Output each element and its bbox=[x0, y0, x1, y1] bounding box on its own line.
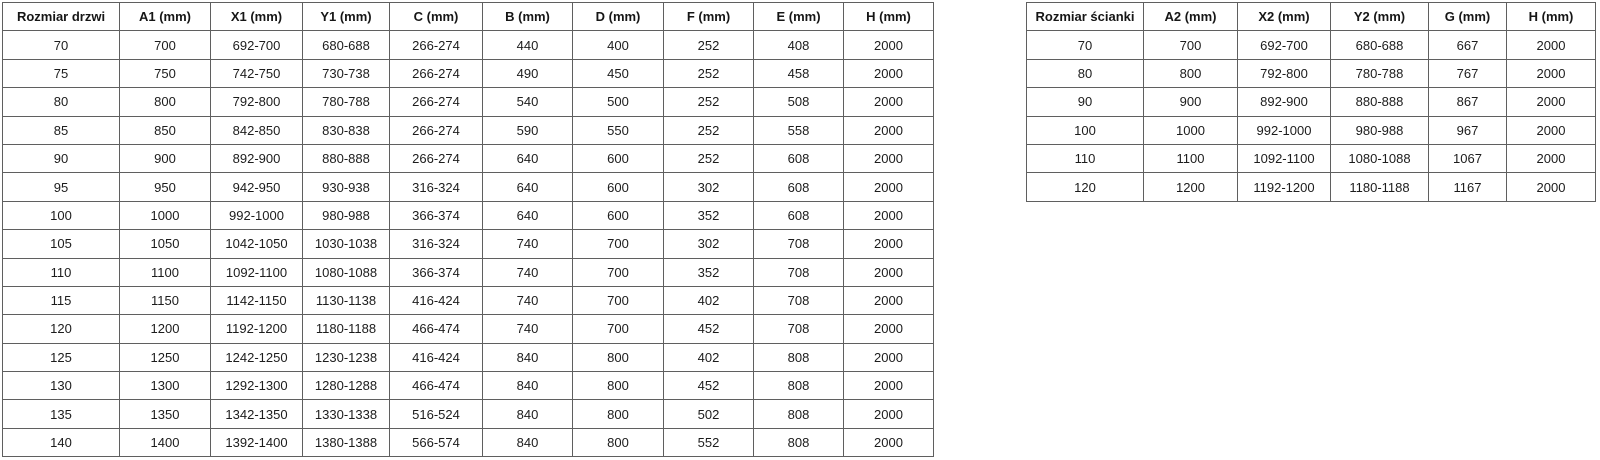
table-cell: 70 bbox=[3, 31, 120, 59]
table-cell: 980-988 bbox=[1331, 116, 1429, 144]
table-cell: 967 bbox=[1429, 116, 1507, 144]
table-row bbox=[1027, 59, 1596, 87]
table-cell: 608 bbox=[754, 144, 844, 172]
table-cell: 2000 bbox=[844, 144, 934, 172]
column-header: E (mm) bbox=[754, 3, 844, 31]
column-header: X2 (mm) bbox=[1238, 3, 1331, 31]
table-row bbox=[3, 201, 934, 229]
header-row bbox=[3, 3, 934, 31]
table-cell: 2000 bbox=[1507, 59, 1596, 87]
table-cell: 80 bbox=[1027, 59, 1144, 87]
table-cell: 1392-1400 bbox=[211, 428, 303, 456]
table-cell: 408 bbox=[754, 31, 844, 59]
table-cell: 266-274 bbox=[390, 31, 483, 59]
table-cell: 120 bbox=[1027, 173, 1144, 201]
table-cell: 1250 bbox=[120, 343, 211, 371]
table-cell: 352 bbox=[664, 258, 754, 286]
table-row bbox=[3, 144, 934, 172]
column-header: Rozmiar drzwi bbox=[3, 3, 120, 31]
table-cell: 266-274 bbox=[390, 116, 483, 144]
table-cell: 2000 bbox=[844, 286, 934, 314]
table-cell: 667 bbox=[1429, 31, 1507, 59]
table-row bbox=[3, 428, 934, 456]
table-cell: 700 bbox=[1144, 31, 1238, 59]
table-cell: 566-574 bbox=[390, 428, 483, 456]
table-cell: 2000 bbox=[844, 230, 934, 258]
table-cell: 2000 bbox=[1507, 116, 1596, 144]
table-row bbox=[1027, 31, 1596, 59]
table-cell: 880-888 bbox=[1331, 88, 1429, 116]
table-cell: 1280-1288 bbox=[303, 372, 390, 400]
table-cell: 1300 bbox=[120, 372, 211, 400]
table-cell: 550 bbox=[573, 116, 664, 144]
table-cell: 1092-1100 bbox=[211, 258, 303, 286]
table-cell: 808 bbox=[754, 400, 844, 428]
table-cell: 452 bbox=[664, 315, 754, 343]
table-cell: 2000 bbox=[844, 258, 934, 286]
table-cell: 850 bbox=[120, 116, 211, 144]
table-cell: 780-788 bbox=[303, 88, 390, 116]
table-cell: 780-788 bbox=[1331, 59, 1429, 87]
table-cell: 552 bbox=[664, 428, 754, 456]
table-cell: 80 bbox=[3, 88, 120, 116]
table-cell: 808 bbox=[754, 343, 844, 371]
table-cell: 302 bbox=[664, 173, 754, 201]
table-cell: 95 bbox=[3, 173, 120, 201]
table-cell: 767 bbox=[1429, 59, 1507, 87]
table-row bbox=[1027, 116, 1596, 144]
table-cell: 540 bbox=[483, 88, 573, 116]
table-cell: 100 bbox=[3, 201, 120, 229]
table-cell: 800 bbox=[573, 343, 664, 371]
table-cell: 740 bbox=[483, 258, 573, 286]
table-row bbox=[3, 315, 934, 343]
table-cell: 135 bbox=[3, 400, 120, 428]
table-cell: 700 bbox=[573, 286, 664, 314]
table-cell: 90 bbox=[1027, 88, 1144, 116]
table-row bbox=[3, 88, 934, 116]
table-cell: 458 bbox=[754, 59, 844, 87]
table-cell: 950 bbox=[120, 173, 211, 201]
table-cell: 1142-1150 bbox=[211, 286, 303, 314]
table-cell: 800 bbox=[120, 88, 211, 116]
table-cell: 640 bbox=[483, 201, 573, 229]
table-cell: 452 bbox=[664, 372, 754, 400]
table-cell: 708 bbox=[754, 230, 844, 258]
table-cell: 842-850 bbox=[211, 116, 303, 144]
table-cell: 402 bbox=[664, 343, 754, 371]
table-cell: 2000 bbox=[844, 31, 934, 59]
table-cell: 867 bbox=[1429, 88, 1507, 116]
table-cell: 366-374 bbox=[390, 201, 483, 229]
table-cell: 700 bbox=[120, 31, 211, 59]
table-cell: 2000 bbox=[844, 59, 934, 87]
table-cell: 1067 bbox=[1429, 144, 1507, 172]
column-header: F (mm) bbox=[664, 3, 754, 31]
table-row bbox=[1027, 173, 1596, 201]
table-cell: 740 bbox=[483, 315, 573, 343]
table-cell: 140 bbox=[3, 428, 120, 456]
table-cell: 490 bbox=[483, 59, 573, 87]
table-cell: 502 bbox=[664, 400, 754, 428]
table-cell: 1180-1188 bbox=[303, 315, 390, 343]
table-row bbox=[3, 173, 934, 201]
table-cell: 800 bbox=[573, 428, 664, 456]
table-cell: 440 bbox=[483, 31, 573, 59]
table-cell: 2000 bbox=[1507, 88, 1596, 116]
table-cell: 75 bbox=[3, 59, 120, 87]
table-cell: 302 bbox=[664, 230, 754, 258]
table-cell: 1092-1100 bbox=[1238, 144, 1331, 172]
table-cell: 808 bbox=[754, 372, 844, 400]
table-cell: 558 bbox=[754, 116, 844, 144]
column-header: B (mm) bbox=[483, 3, 573, 31]
table-cell: 1100 bbox=[1144, 144, 1238, 172]
table-cell: 1192-1200 bbox=[1238, 173, 1331, 201]
column-header: G (mm) bbox=[1429, 3, 1507, 31]
table-cell: 1030-1038 bbox=[303, 230, 390, 258]
table-row bbox=[3, 400, 934, 428]
table-cell: 1150 bbox=[120, 286, 211, 314]
table-cell: 708 bbox=[754, 315, 844, 343]
table-cell: 1080-1088 bbox=[303, 258, 390, 286]
table-cell: 1400 bbox=[120, 428, 211, 456]
table-cell: 708 bbox=[754, 286, 844, 314]
table-row bbox=[3, 116, 934, 144]
table-cell: 1200 bbox=[1144, 173, 1238, 201]
table-cell: 500 bbox=[573, 88, 664, 116]
table-cell: 680-688 bbox=[1331, 31, 1429, 59]
table-cell: 880-888 bbox=[303, 144, 390, 172]
table-cell: 252 bbox=[664, 116, 754, 144]
table-cell: 2000 bbox=[844, 428, 934, 456]
table-cell: 608 bbox=[754, 173, 844, 201]
table-cell: 740 bbox=[483, 286, 573, 314]
table-cell: 700 bbox=[573, 230, 664, 258]
table-cell: 1130-1138 bbox=[303, 286, 390, 314]
table-cell: 1200 bbox=[120, 315, 211, 343]
table-cell: 125 bbox=[3, 343, 120, 371]
table-cell: 892-900 bbox=[1238, 88, 1331, 116]
table-cell: 466-474 bbox=[390, 372, 483, 400]
table-cell: 400 bbox=[573, 31, 664, 59]
table-cell: 110 bbox=[3, 258, 120, 286]
table-cell: 2000 bbox=[1507, 144, 1596, 172]
table-row bbox=[1027, 144, 1596, 172]
table-cell: 600 bbox=[573, 201, 664, 229]
header-row bbox=[1027, 3, 1596, 31]
table-cell: 1230-1238 bbox=[303, 343, 390, 371]
table-row bbox=[3, 230, 934, 258]
table-cell: 252 bbox=[664, 31, 754, 59]
table-cell: 2000 bbox=[844, 201, 934, 229]
table-cell: 352 bbox=[664, 201, 754, 229]
table-row bbox=[3, 258, 934, 286]
table-cell: 1167 bbox=[1429, 173, 1507, 201]
table-cell: 1242-1250 bbox=[211, 343, 303, 371]
table-cell: 840 bbox=[483, 343, 573, 371]
table-cell: 942-950 bbox=[211, 173, 303, 201]
table-cell: 266-274 bbox=[390, 144, 483, 172]
table-cell: 892-900 bbox=[211, 144, 303, 172]
column-header: Rozmiar ścianki bbox=[1027, 3, 1144, 31]
table-row bbox=[3, 372, 934, 400]
table-cell: 130 bbox=[3, 372, 120, 400]
table-cell: 252 bbox=[664, 59, 754, 87]
table-cell: 2000 bbox=[1507, 173, 1596, 201]
table-row bbox=[3, 59, 934, 87]
table-row bbox=[1027, 88, 1596, 116]
table-cell: 808 bbox=[754, 428, 844, 456]
table-cell: 742-750 bbox=[211, 59, 303, 87]
table-cell: 70 bbox=[1027, 31, 1144, 59]
table-cell: 450 bbox=[573, 59, 664, 87]
table-cell: 316-324 bbox=[390, 173, 483, 201]
table-cell: 2000 bbox=[1507, 31, 1596, 59]
table-cell: 120 bbox=[3, 315, 120, 343]
table-cell: 85 bbox=[3, 116, 120, 144]
table-cell: 608 bbox=[754, 201, 844, 229]
column-header: C (mm) bbox=[390, 3, 483, 31]
table-cell: 680-688 bbox=[303, 31, 390, 59]
table-cell: 840 bbox=[483, 372, 573, 400]
column-header: H (mm) bbox=[1507, 3, 1596, 31]
table-cell: 992-1000 bbox=[211, 201, 303, 229]
table-cell: 2000 bbox=[844, 400, 934, 428]
table-cell: 692-700 bbox=[211, 31, 303, 59]
table-cell: 466-474 bbox=[390, 315, 483, 343]
table-cell: 90 bbox=[3, 144, 120, 172]
table-cell: 2000 bbox=[844, 88, 934, 116]
column-header: A1 (mm) bbox=[120, 3, 211, 31]
table-cell: 692-700 bbox=[1238, 31, 1331, 59]
table-cell: 252 bbox=[664, 144, 754, 172]
column-header: A2 (mm) bbox=[1144, 3, 1238, 31]
wall-panel-sizes-table bbox=[1026, 2, 1596, 202]
table-cell: 800 bbox=[573, 400, 664, 428]
table-cell: 1050 bbox=[120, 230, 211, 258]
table-cell: 266-274 bbox=[390, 88, 483, 116]
table-cell: 1342-1350 bbox=[211, 400, 303, 428]
table-cell: 508 bbox=[754, 88, 844, 116]
door-sizes-table bbox=[2, 2, 934, 457]
table-cell: 1042-1050 bbox=[211, 230, 303, 258]
table-cell: 1380-1388 bbox=[303, 428, 390, 456]
table-cell: 840 bbox=[483, 400, 573, 428]
table-cell: 992-1000 bbox=[1238, 116, 1331, 144]
table-cell: 516-524 bbox=[390, 400, 483, 428]
table-cell: 708 bbox=[754, 258, 844, 286]
table-cell: 1100 bbox=[120, 258, 211, 286]
table-cell: 740 bbox=[483, 230, 573, 258]
column-header: Y2 (mm) bbox=[1331, 3, 1429, 31]
column-header: D (mm) bbox=[573, 3, 664, 31]
table-cell: 416-424 bbox=[390, 286, 483, 314]
table-cell: 840 bbox=[483, 428, 573, 456]
table-cell: 366-374 bbox=[390, 258, 483, 286]
table-cell: 792-800 bbox=[211, 88, 303, 116]
table-cell: 600 bbox=[573, 144, 664, 172]
table-cell: 266-274 bbox=[390, 59, 483, 87]
table-cell: 830-838 bbox=[303, 116, 390, 144]
table-cell: 900 bbox=[1144, 88, 1238, 116]
table-cell: 316-324 bbox=[390, 230, 483, 258]
table-cell: 115 bbox=[3, 286, 120, 314]
table-cell: 252 bbox=[664, 88, 754, 116]
table-cell: 2000 bbox=[844, 343, 934, 371]
table-cell: 105 bbox=[3, 230, 120, 258]
table-cell: 2000 bbox=[844, 372, 934, 400]
table-cell: 1000 bbox=[120, 201, 211, 229]
table-cell: 980-988 bbox=[303, 201, 390, 229]
table-row bbox=[3, 343, 934, 371]
column-header: H (mm) bbox=[844, 3, 934, 31]
table-cell: 1080-1088 bbox=[1331, 144, 1429, 172]
table-cell: 2000 bbox=[844, 173, 934, 201]
table-row bbox=[3, 31, 934, 59]
table-cell: 1350 bbox=[120, 400, 211, 428]
table-cell: 900 bbox=[120, 144, 211, 172]
table-cell: 600 bbox=[573, 173, 664, 201]
table-cell: 730-738 bbox=[303, 59, 390, 87]
table-cell: 700 bbox=[573, 315, 664, 343]
table-cell: 2000 bbox=[844, 315, 934, 343]
column-header: Y1 (mm) bbox=[303, 3, 390, 31]
table-cell: 1192-1200 bbox=[211, 315, 303, 343]
table-cell: 800 bbox=[1144, 59, 1238, 87]
table-cell: 750 bbox=[120, 59, 211, 87]
table-cell: 1292-1300 bbox=[211, 372, 303, 400]
table-row bbox=[3, 286, 934, 314]
column-header: X1 (mm) bbox=[211, 3, 303, 31]
table-cell: 792-800 bbox=[1238, 59, 1331, 87]
table-cell: 1330-1338 bbox=[303, 400, 390, 428]
table-cell: 2000 bbox=[844, 116, 934, 144]
table-cell: 640 bbox=[483, 144, 573, 172]
table-cell: 640 bbox=[483, 173, 573, 201]
table-cell: 100 bbox=[1027, 116, 1144, 144]
table-cell: 1000 bbox=[1144, 116, 1238, 144]
table-cell: 110 bbox=[1027, 144, 1144, 172]
table-cell: 930-938 bbox=[303, 173, 390, 201]
table-cell: 1180-1188 bbox=[1331, 173, 1429, 201]
table-cell: 402 bbox=[664, 286, 754, 314]
table-cell: 700 bbox=[573, 258, 664, 286]
table-cell: 590 bbox=[483, 116, 573, 144]
table-cell: 800 bbox=[573, 372, 664, 400]
table-cell: 416-424 bbox=[390, 343, 483, 371]
